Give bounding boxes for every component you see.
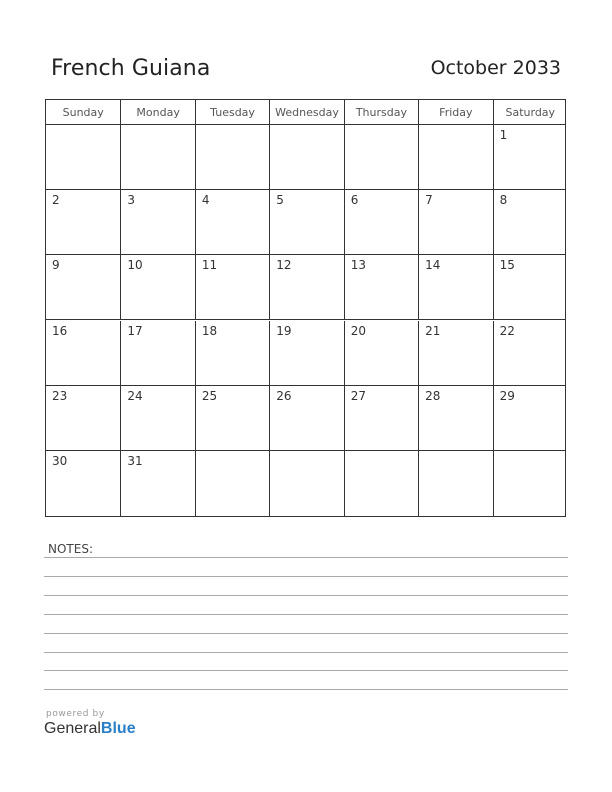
day-cell [418, 451, 492, 516]
day-cell [493, 125, 567, 189]
day-number: 28 [425, 388, 441, 403]
weekday-saturday: Saturday [493, 100, 567, 125]
note-line [44, 689, 568, 690]
day-number: 30 [52, 453, 68, 468]
note-line [44, 557, 568, 558]
day-cell [120, 190, 194, 254]
week-row [46, 451, 565, 516]
day-number: 9 [52, 258, 60, 273]
day-number: 29 [499, 388, 515, 403]
day-cell [344, 255, 418, 319]
notes-label: NOTES: [48, 542, 93, 556]
day-number: 17 [127, 323, 143, 338]
day-number: 12 [276, 258, 292, 273]
day-cell [46, 125, 120, 189]
week-row [46, 386, 565, 451]
day-cell [120, 451, 194, 516]
day-number: 3 [127, 193, 136, 208]
day-number: 24 [127, 388, 143, 403]
brand-logo [44, 720, 136, 738]
day-cell [493, 190, 567, 254]
day-cell [46, 190, 120, 254]
day-number: 19 [276, 323, 292, 338]
day-number: 20 [350, 323, 366, 338]
day-cell [269, 386, 343, 450]
week-row [46, 190, 565, 255]
day-cell [269, 190, 343, 254]
day-number: 11 [201, 258, 218, 273]
day-cell [269, 125, 343, 189]
day-cell [493, 386, 567, 450]
day-cell [195, 255, 269, 319]
day-cell [120, 386, 194, 450]
day-cell [46, 255, 120, 319]
day-cell [46, 451, 120, 516]
powered-by-text: powered by [46, 709, 105, 719]
day-number: 10 [127, 258, 143, 273]
day-cell [493, 451, 567, 516]
day-cell [344, 190, 418, 254]
week-row [46, 255, 565, 320]
day-number: 31 [127, 453, 143, 468]
note-line [44, 670, 568, 671]
note-line [44, 652, 568, 653]
day-number: 7 [425, 193, 433, 208]
day-cell [120, 125, 194, 189]
note-line [44, 595, 568, 596]
day-number: 23 [52, 388, 68, 403]
weekday-monday: Monday [120, 100, 194, 125]
day-number: 1 [499, 128, 508, 142]
day-cell [344, 125, 418, 189]
day-cell [269, 451, 343, 516]
day-cell [493, 321, 567, 385]
weekday-wednesday: Wednesday [269, 100, 343, 125]
day-number: 16 [52, 323, 68, 338]
day-cell [418, 125, 492, 189]
weekday-header-row [46, 100, 565, 125]
weekday-sunday: Sunday [62, 106, 104, 119]
day-number: 15 [499, 258, 515, 273]
day-number: 22 [499, 323, 515, 338]
day-cell [46, 321, 120, 385]
day-cell [493, 255, 567, 319]
brand-general-text: General [44, 720, 101, 737]
day-cell [195, 321, 269, 385]
day-cell [195, 190, 269, 254]
day-number: 26 [276, 388, 292, 403]
weekday-friday: Friday [418, 100, 492, 125]
day-cell [418, 321, 492, 385]
day-cell [269, 321, 343, 385]
day-number: 25 [201, 388, 218, 403]
brand-blue-text: Blue [100, 720, 136, 737]
day-cell [418, 386, 492, 450]
day-cell [195, 451, 269, 516]
week-row [46, 125, 565, 190]
day-number: 27 [350, 388, 366, 403]
day-cell [344, 386, 418, 450]
day-number: 14 [425, 258, 441, 273]
day-number: 18 [201, 323, 218, 338]
day-cell [195, 125, 269, 189]
day-number: 5 [276, 193, 284, 208]
note-line [44, 633, 568, 634]
month-year-title: October 2033 [430, 57, 561, 79]
country-title: French Guiana [51, 56, 211, 81]
day-number: 4 [201, 193, 210, 208]
day-number: 2 [52, 193, 60, 208]
day-cell [344, 451, 418, 516]
day-number: 6 [350, 193, 359, 208]
day-number: 8 [499, 193, 508, 208]
day-cell [46, 386, 120, 450]
day-cell [418, 255, 492, 319]
day-cell [120, 255, 194, 319]
note-line [44, 614, 568, 615]
calendar-grid [45, 99, 566, 517]
weekday-tuesday: Tuesday [195, 100, 269, 125]
weekday-thursday: Thursday [344, 100, 418, 125]
day-number: 13 [350, 258, 366, 273]
day-cell [418, 190, 492, 254]
week-row [46, 321, 565, 386]
day-cell [344, 321, 418, 385]
day-cell [269, 255, 343, 319]
day-number: 21 [425, 323, 441, 338]
day-cell [195, 386, 269, 450]
day-cell [120, 321, 194, 385]
note-line [44, 576, 568, 577]
